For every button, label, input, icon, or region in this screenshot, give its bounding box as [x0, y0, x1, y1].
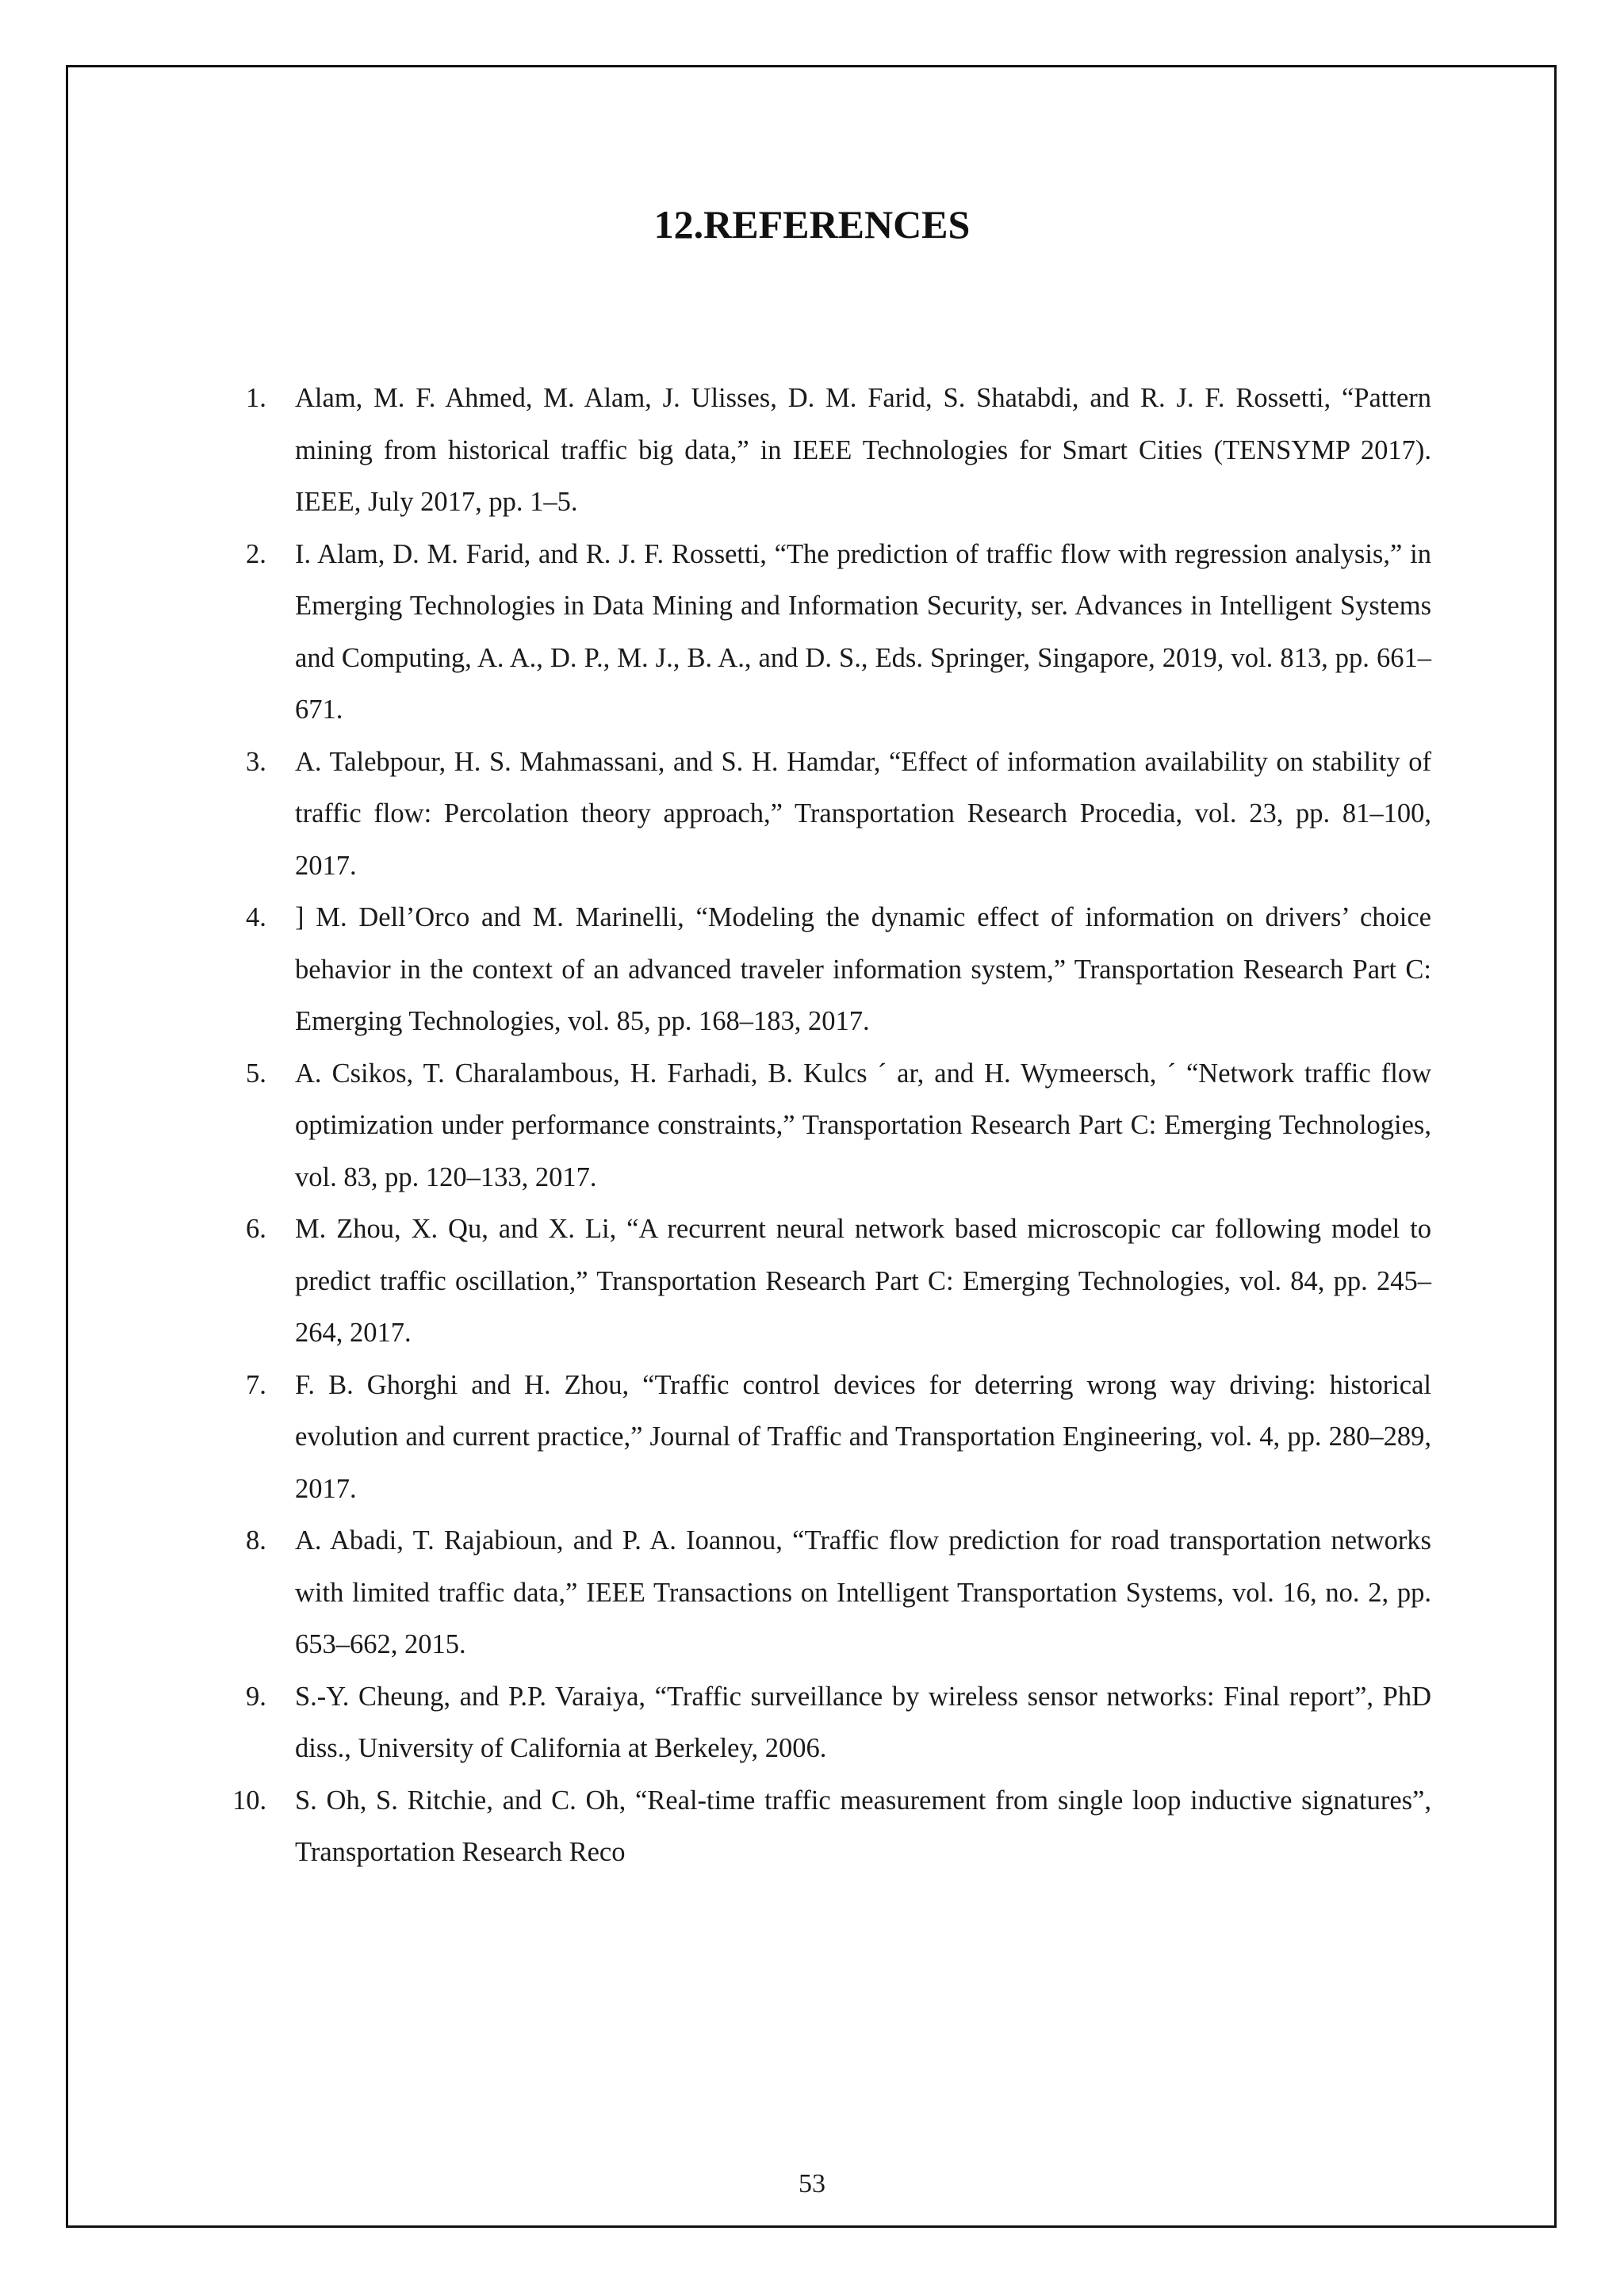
reference-text: A. Csikos, T. Charalambous, H. Farhadi, B. Kulcs ´ ar, and H. Wymeersch, ´ “Network traffic flow optimization under performance constraints,” Transportation Research Part C: Emerging Technologies, vol. 83, pp. 120–133, 2017. — [295, 1058, 1431, 1192]
reference-item-7 — [246, 1360, 1431, 1516]
reference-item-5 — [246, 1048, 1431, 1204]
reference-item-2 — [246, 529, 1431, 737]
reference-item-9 — [246, 1671, 1431, 1775]
reference-item-8 — [246, 1515, 1431, 1671]
reference-number: 6. — [246, 1214, 266, 1244]
reference-number: 4. — [246, 902, 266, 932]
reference-number: 7. — [246, 1369, 266, 1400]
page-title: 12.REFERENCES — [653, 202, 971, 247]
reference-number: 9. — [246, 1681, 266, 1712]
reference-text: F. B. Ghorghi and H. Zhou, “Traffic control devices for deterring wrong way driving: historical evolution and current practice,” Journal of Traffic and Transportation Engineering, vol. 4, pp. 280–289, 2017. — [295, 1369, 1431, 1504]
reference-text: Alam, M. F. Ahmed, M. Alam, J. Ulisses, D. M. Farid, S. Shatabdi, and R. J. F. Rossetti, “Pattern mining from historical traffic big data,” in IEEE Technologies for Smart Cities (TENSYMP 2017). IEEE, July 2017, pp. 1–5. — [295, 383, 1431, 517]
reference-text: ] M. Dell’Orco and M. Marinelli, “Modeling the dynamic effect of information on drivers’ choice behavior in the context of an advanced traveler information system,” Transportation Research Part C: Emerging Technologies, vol. 85, pp. 168–183, 2017. — [295, 902, 1431, 1036]
reference-text: A. Abadi, T. Rajabioun, and P. A. Ioannou, “Traffic flow prediction for road transportation networks with limited traffic data,” IEEE Transactions on Intelligent Transportation Systems, vol. 16, no. 2, pp. 653–662, 2015. — [295, 1525, 1431, 1659]
reference-text: S.-Y. Cheung, and P.P. Varaiya, “Traffic surveillance by wireless sensor networks: Final report”, PhD diss., University of California at Berkeley, 2006. — [295, 1681, 1431, 1763]
reference-number: 1. — [246, 383, 266, 413]
reference-text: M. Zhou, X. Qu, and X. Li, “A recurrent neural network based microscopic car following model to predict traffic oscillation,” Transportation Research Part C: Emerging Technologies, vol. 84, pp. 245–264, 2017. — [295, 1214, 1431, 1348]
reference-text: A. Talebpour, H. S. Mahmassani, and S. H. Hamdar, “Effect of information availability on stability of traffic flow: Percolation theory approach,” Transportation Research Procedia, vol. 23, pp. 81–100, 2017. — [295, 746, 1431, 881]
reference-item-6 — [246, 1203, 1431, 1360]
reference-number: 2. — [246, 538, 266, 569]
reference-number: 8. — [246, 1525, 266, 1556]
reference-number: 10. — [232, 1785, 267, 1816]
reference-list — [232, 373, 1431, 1879]
reference-number: 3. — [246, 746, 266, 777]
reference-item-4 — [246, 892, 1431, 1048]
reference-item-1 — [246, 373, 1431, 529]
reference-item-3 — [246, 737, 1431, 893]
reference-number: 5. — [246, 1058, 266, 1089]
reference-text: I. Alam, D. M. Farid, and R. J. F. Rossetti, “The prediction of traffic flow with regression analysis,” in Emerging Technologies in Data Mining and Information Security, ser. Advances in Intelligent Systems and Computing, A. A., D. P., M. J., B. A., and D. S., Eds. Springer, Singapore, 2019, vol. 813, pp. 661–671. — [295, 538, 1431, 725]
page-number: 53 — [799, 2169, 825, 2198]
reference-item-10 — [232, 1775, 1431, 1879]
reference-text: S. Oh, S. Ritchie, and C. Oh, “Real-time traffic measurement from single loop inductive signatures”, Transportation Research Reco — [295, 1785, 1431, 1867]
